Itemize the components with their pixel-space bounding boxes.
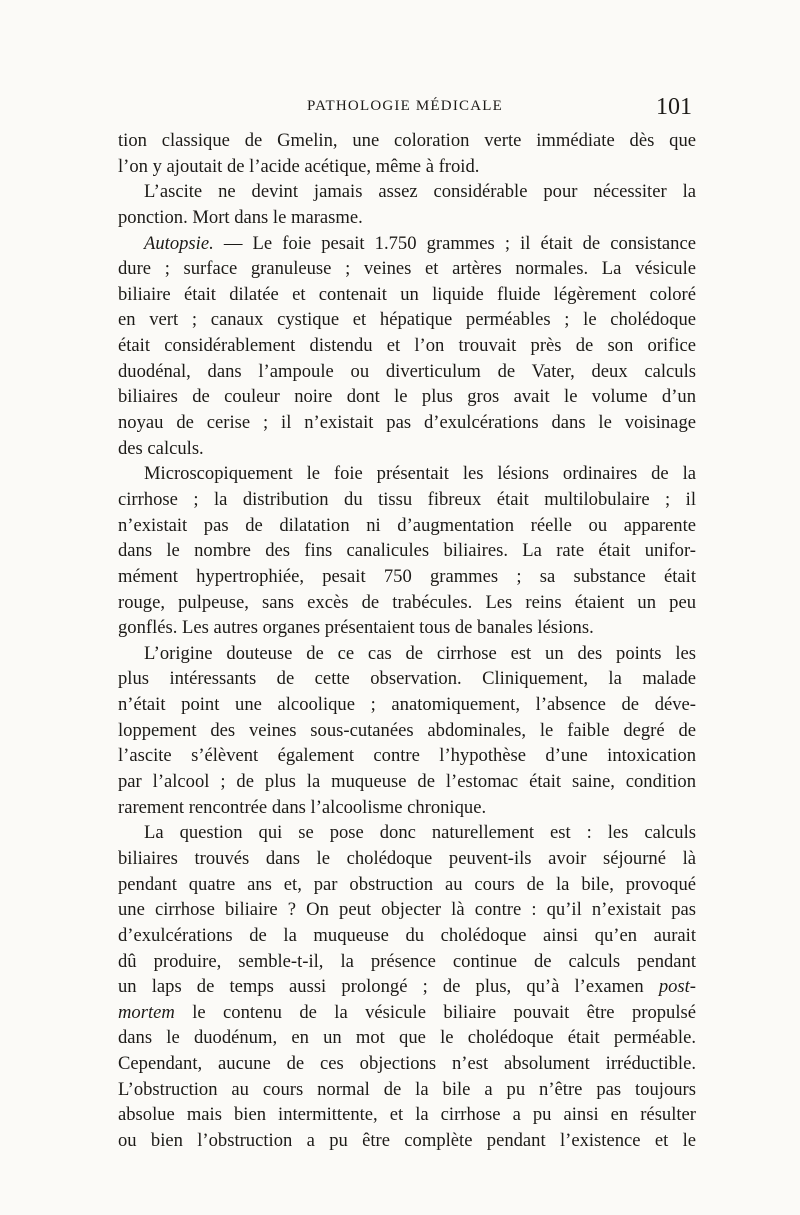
text-line: Cependant, aucune de ces objections n’est absolument irréductible. — [118, 1053, 696, 1075]
text-line: rouge, pulpeuse, sans excès de trabécules. Les reins étaient un peu — [118, 591, 696, 613]
italic-term: mortem — [118, 1001, 175, 1023]
text-line: ponction. Mort dans le marasme. — [118, 206, 363, 228]
text-line: gonflés. Les autres organes présentaient tous de banales lésions. — [118, 617, 594, 639]
italic-term: Autopsie. — [144, 232, 214, 254]
text-line: était considérablement distendu et l’on trouvait près de son orifice — [118, 335, 696, 357]
page-body — [118, 128, 696, 1154]
text-line: d’exulcérations de la muqueuse du cholédoque ainsi qu’en aurait — [118, 924, 696, 946]
text-line: plus intéressants de cette observation. Cliniquement, la malade — [118, 668, 696, 690]
text-line: L’origine douteuse de ce cas de cirrhose est un des points les — [144, 642, 696, 664]
text-line: en vert ; canaux cystique et hépatique perméables ; le cholédoque — [118, 309, 696, 331]
text-line: duodénal, dans l’ampoule ou diverticulum de Vater, deux calculs — [118, 360, 696, 382]
page-number: 101 — [656, 94, 692, 120]
text-line: cirrhose ; la distribution du tissu fibreux était multilobulaire ; il — [118, 488, 696, 510]
text-line: dû produire, semble-t-il, la présence continue de calculs pendant — [118, 950, 696, 972]
text-line: Microscopiquement le foie présentait les lésions ordinaires de la — [144, 463, 696, 485]
text-line: n’était point une alcoolique ; anatomiquement, l’absence de déve- — [118, 694, 696, 716]
text-line: biliaire était dilatée et contenait un liquide fluide légèrement coloré — [118, 283, 696, 305]
text-line: un laps de temps aussi prolongé ; de plus, qu’à l’examen post- — [118, 976, 696, 998]
text-line: biliaires trouvés dans le cholédoque peuvent-ils avoir séjourné là — [118, 847, 696, 869]
text-line: loppement des veines sous-cutanées abdominales, le faible degré de — [118, 719, 696, 741]
text-line: Autopsie. — Le foie pesait 1.750 grammes ; il était de consistance — [144, 232, 696, 254]
text-line: par l’alcool ; de plus la muqueuse de l’estomac était saine, condition — [118, 771, 696, 793]
text-line: La question qui se pose donc naturellement est : les calculs — [144, 822, 696, 844]
text-line: mément hypertrophiée, pesait 750 grammes ; sa substance était — [118, 565, 696, 587]
text-line: dans le duodénum, en un mot que le cholédoque était perméable. — [118, 1027, 696, 1049]
text-line: tion classique de Gmelin, une coloration verte immédiate dès que — [118, 130, 696, 151]
text-line: ou bien l’obstruction a pu être complète pendant l’existence et le — [118, 1129, 696, 1151]
running-title: PATHOLOGIE MÉDICALE — [307, 98, 503, 114]
text-line: une cirrhose biliaire ? On peut objecter là contre : qu’il n’existait pas — [118, 899, 696, 921]
text-line: mortem le contenu de la vésicule biliaire pouvait être propulsé — [118, 1001, 696, 1023]
text-line: l’on y ajoutait de l’acide acétique, même à froid. — [118, 155, 480, 177]
text-line: l’ascite s’élèvent également contre l’hypothèse d’une intoxication — [118, 745, 696, 767]
text-line: biliaires de couleur noire dont le plus gros avait le volume d’un — [118, 386, 696, 408]
text-line: dans le nombre des fins canalicules biliaires. La rate était unifor- — [118, 540, 696, 562]
text-line: noyau de cerise ; il n’existait pas d’exulcérations dans le voisinage — [118, 412, 696, 434]
text-line: pendant quatre ans et, par obstruction au cours de la bile, provoqué — [118, 873, 696, 895]
text-line: absolue mais bien intermittente, et la cirrhose a pu ainsi en résulter — [118, 1104, 696, 1126]
text-line: rarement rencontrée dans l’alcoolisme chronique. — [118, 796, 487, 818]
text-line: n’existait pas de dilatation ni d’augmentation réelle ou apparente — [118, 514, 696, 536]
italic-term: post- — [658, 976, 696, 998]
text-line: L’ascite ne devint jamais assez considérable pour nécessiter la — [144, 181, 696, 203]
text-line: des calculs. — [118, 437, 204, 459]
page-header — [118, 94, 692, 122]
text-line: dure ; surface granuleuse ; veines et artères normales. La vésicule — [118, 258, 696, 280]
text-line: L’obstruction au cours normal de la bile a pu n’être pas toujours — [118, 1078, 696, 1100]
